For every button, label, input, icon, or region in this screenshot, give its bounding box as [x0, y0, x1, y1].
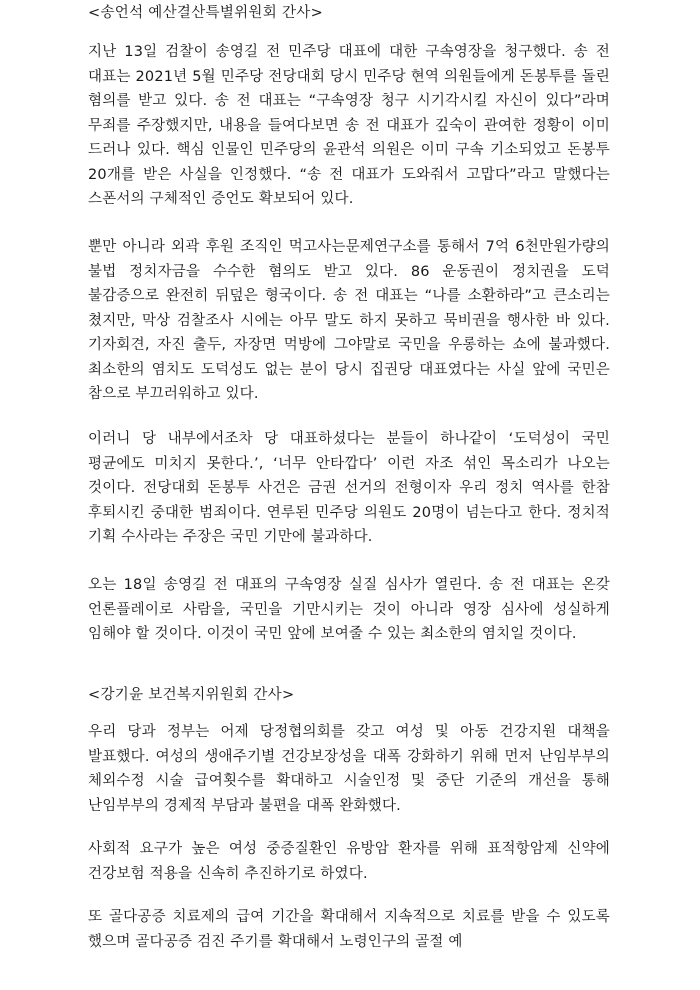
section-heading-health-welfare-committee: <강기윤 보건복지위원회 간사>	[88, 687, 295, 703]
paragraph: 이러니 당 내부에서조차 당 대표하셨다는 분들이 하나같이 ‘도덕성이 국민 평균에도 미치지 못한다.’, ‘너무 안타깝다’ 이런 자조 섞인 목소리가 나오는 것이다. 전당대회 돈봉투 사건은 금권 선거의 전형이자 우리 정치 역사를 한참 후퇴시킨 중대한 범죄이다. 연루된 민주당 의원도 20명이 넘는다고 한다. 정치적 기획 수사라는 주장은 국민 기만에 불과하다.	[88, 431, 610, 545]
paragraph: 뿐만 아니라 외곽 후원 조직인 먹고사는문제연구소를 통해서 7억 6천만원가량의 불법 정치자금을 수수한 혐의도 받고 있다. 86 운동권이 정치권을 도덕 불감증으로 완전히 뒤덮은 형국이다. 송 전 대표는 “나를 소환하라”고 큰소리는 쳤지만, 막상 검찰조사 시에는 아무 말도 하지 못하고 묵비권을 행사한 바 있다. 기자회견, 자진 출두, 자장면 먹방에 그야말로 국민을 우롱하는 쇼에 불과했다. 최소한의 염치도 도덕성도 없는 분이 당시 집권당 대표였다는 사실 앞에 국민은 참으로 부끄러워하고 있다.	[88, 239, 610, 402]
paragraph: 우리 당과 정부는 어제 당정협의회를 갖고 여성 및 아동 건강지원 대책을 발표했다. 여성의 생애주기별 건강보장성을 대폭 강화하기 위해 먼저 난임부부의 체외수정 시술 급여횟수를 확대하고 시술인정 및 중단 기준의 개선을 통해 난임부부의 경제적 부담과 불편을 대폭 완화했다.	[88, 724, 610, 814]
paragraph: 오는 18일 송영길 전 대표의 구속영장 실질 심사가 열린다. 송 전 대표는 온갖 언론플레이로 사람을, 국민을 기만시키는 것이 아니라 영장 심사에 성실하게 임해야 할 것이다. 이것이 국민 앞에 보여줄 수 있는 최소한의 염치일 것이다.	[88, 577, 610, 642]
section-heading-budget-committee: <송언석 예산결산특별위원회 간사>	[88, 5, 324, 21]
paragraph: 지난 13일 검찰이 송영길 전 민주당 대표에 대한 구속영장을 청구했다. 송 전 대표는 2021년 5월 민주당 전당대회 당시 민주당 현역 의원들에게 돈봉투를 돌린 혐의를 받고 있다. 송 전 대표는 “구속영장 청구 시기각시킬 자신이 있다”라며 무죄를 주장했지만, 내용을 들여다보면 송 전 대표가 깊숙이 관여한 정황이 이미 드러나 있다. 핵심 인물인 민주당의 윤관석 의원은 이미 구속 기소되었고 돈봉투 20개를 받은 사실을 인정했다. “송 전 대표가 도와줘서 고맙다”라고 말했다는 스폰서의 구체적인 증언도 확보되어 있다.	[88, 44, 610, 207]
paragraph: 사회적 요구가 높은 여성 중증질환인 유방암 환자를 위해 표적항암제 신약에 건강보험 적용을 신속히 추진하기로 하였다.	[88, 841, 610, 882]
paragraph: 또 골다공증 치료제의 급여 기간을 확대해서 지속적으로 치료를 받을 수 있도록 했으며 골다공증 검진 주기를 확대해서 노령인구의 골절 예	[88, 909, 610, 950]
